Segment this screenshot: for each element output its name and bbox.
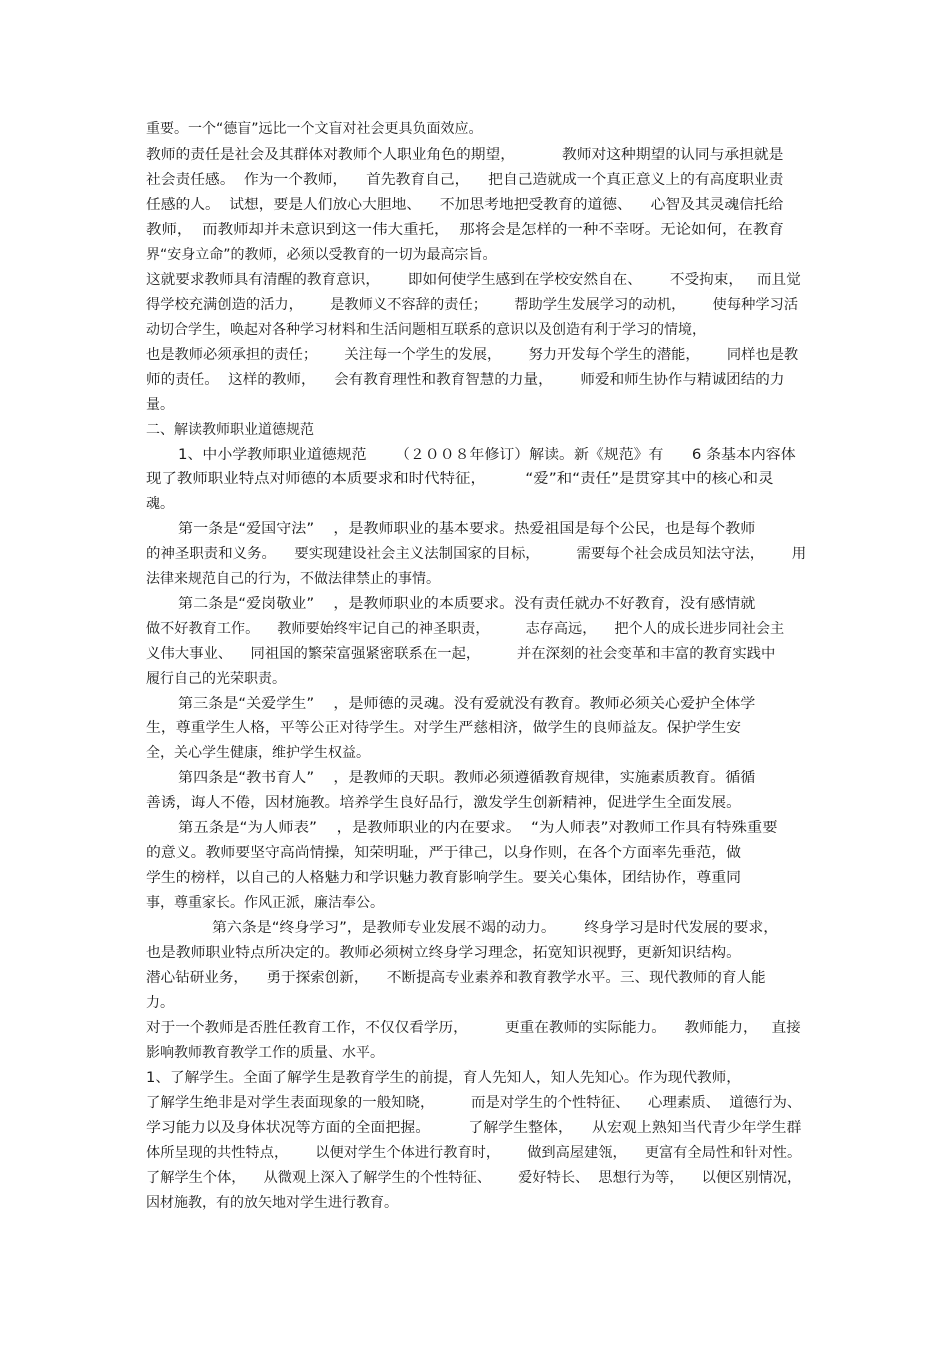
text-line: 社会责任感。 作为一个教师， 首先教育自己， 把自己造就成一个真正意义上的有高度职业责	[146, 172, 784, 188]
text-line: 法律来规范自己的行为，不做法律禁止的事情。	[146, 571, 440, 587]
text-line: 力。	[146, 995, 174, 1011]
text-line: 第二条是“爱岗敬业” ，是教师职业的本质要求。没有责任就办不好教育，没有感情就	[178, 596, 756, 612]
text-line: 现了教师职业特点对师德的本质要求和时代特征， “爱”和“责任”是贯穿其中的核心和灵	[146, 471, 774, 487]
text-line: 学习能力以及身体状况等方面的全面把握。 了解学生整体， 从宏观上熟知当代青少年学生群	[146, 1120, 802, 1136]
text-line: 也是教师职业特点所决定的。教师必须树立终身学习理念，拓宽知识视野，更新知识结构。	[146, 945, 741, 961]
text-line: 魂。	[146, 496, 174, 512]
text-line: 1、了解学生。全面了解学生是教育学生的前提，育人先知人，知人先知心。作为现代教师，	[146, 1070, 741, 1086]
text-line: 教师的责任是社会及其群体对教师个人职业角色的期望， 教师对这种期望的认同与承担就是	[146, 147, 784, 163]
text-line: 任感的人。 试想，要是人们放心大胆地、 不加思考地把受教育的道德、 心智及其灵魂信托给	[146, 197, 784, 213]
text-line: 这就要求教师具有清醒的教育意识， 即如何使学生感到在学校安然自在、 不受拘束， 而且觉	[146, 272, 801, 288]
text-line: 重要。一个“德盲”远比一个文盲对社会更具负面效应。	[146, 121, 483, 137]
text-line: 第五条是“为人师表” ，是教师职业的内在要求。 “为人师表”对教师工作具有特殊重要	[178, 820, 778, 836]
text-line: 的神圣职责和义务。 要实现建设社会主义法制国家的目标， 需要每个社会成员知法守法， 用	[146, 546, 807, 562]
text-line: 教师， 而教师却并未意识到这一伟大重托， 那将会是怎样的一种不幸呀。无论如何，在教育	[146, 222, 784, 238]
text-line: 学生的榜样，以自己的人格魅力和学识魅力教育影响学生。要关心集体，团结协作，尊重同	[146, 870, 741, 886]
text-line: 第三条是“关爱学生” ，是师德的灵魂。没有爱就没有教育。教师必须关心爱护全体学	[178, 696, 756, 712]
text-line: 生，尊重学生人格，平等公正对待学生。对学生严慈相济，做学生的良师益友。保护学生安	[146, 720, 741, 736]
text-line: 第一条是“爱国守法” ，是教师职业的基本要求。热爱祖国是每个公民，也是每个教师	[178, 521, 756, 537]
text-line: 得学校充满创造的活力， 是教师义不容辞的责任； 帮助学生发展学习的动机， 使每种学习活	[146, 297, 799, 313]
text-line: 动切合学生，唤起对各种学习材料和生活问题相互联系的意识以及创造有利于学习的情境，	[146, 322, 706, 338]
text-line: 体所呈现的共性特点， 以便对学生个体进行教育时， 做到高屋建瓴， 更富有全局性和针对性。	[146, 1145, 802, 1161]
text-line: 量。	[146, 397, 174, 413]
text-line: 全，关心学生健康，维护学生权益。	[146, 745, 370, 761]
text-line: 第六条是“终身学习”，是教师专业发展不竭的动力。 终身学习是时代发展的要求，	[212, 920, 779, 936]
text-line: 义伟大事业、 同祖国的繁荣富强紧密联系在一起， 并在深刻的社会变革和丰富的教育实践中	[146, 646, 776, 662]
text-line: 师的责任。 这样的教师， 会有教育理性和教育智慧的力量， 师爱和师生协作与精诚团结的力	[146, 372, 785, 388]
text-line: 事，尊重家长。作风正派，廉洁奉公。	[146, 895, 384, 911]
text-line: 的意义。教师要坚守高尚情操，知荣明耻，严于律己，以身作则，在各个方面率先垂范，做	[146, 845, 741, 861]
text-line: 因材施教，有的放矢地对学生进行教育。	[146, 1195, 398, 1211]
text-line: 影响教师教育教学工作的质量、水平。	[146, 1045, 384, 1061]
text-line: 界“安身立命”的教师，必须以受教育的一切为最高宗旨。	[146, 247, 497, 263]
text-line: 履行自己的光荣职责。	[146, 671, 286, 687]
text-line: 潜心钻研业务， 勇于探索创新， 不断提高专业素养和教育教学水平。三、现代教师的育人能	[146, 970, 766, 986]
text-line: 了解学生个体， 从微观上深入了解学生的个性特征、 爱好特长、 思想行为等， 以便区别情况，	[146, 1170, 802, 1186]
text-line: 1、中小学教师职业道德规范 （２００８年修订）解读。新《规范》有 6 条基本内容体	[178, 447, 796, 463]
text-line: 二、解读教师职业道德规范	[146, 422, 314, 438]
text-line: 第四条是“教书育人” ，是教师的天职。教师必须遵循教育规律，实施素质教育。循循	[178, 770, 756, 786]
text-line: 善诱，诲人不倦，因材施教。培养学生良好品行，激发学生创新精神，促进学生全面发展。	[146, 795, 741, 811]
text-line: 了解学生绝非是对学生表面现象的一般知晓， 而是对学生的个性特征、 心理素质、 道德行为、	[146, 1095, 802, 1111]
text-line: 做不好教育工作。 教师要始终牢记自己的神圣职责， 志存高远， 把个人的成长进步同社会主	[146, 621, 785, 637]
text-line: 对于一个教师是否胜任教育工作，不仅仅看学历， 更重在教师的实际能力。 教师能力， 直接	[146, 1020, 801, 1036]
text-line: 也是教师必须承担的责任； 关注每一个学生的发展， 努力开发每个学生的潜能， 同样也是教	[146, 347, 799, 363]
